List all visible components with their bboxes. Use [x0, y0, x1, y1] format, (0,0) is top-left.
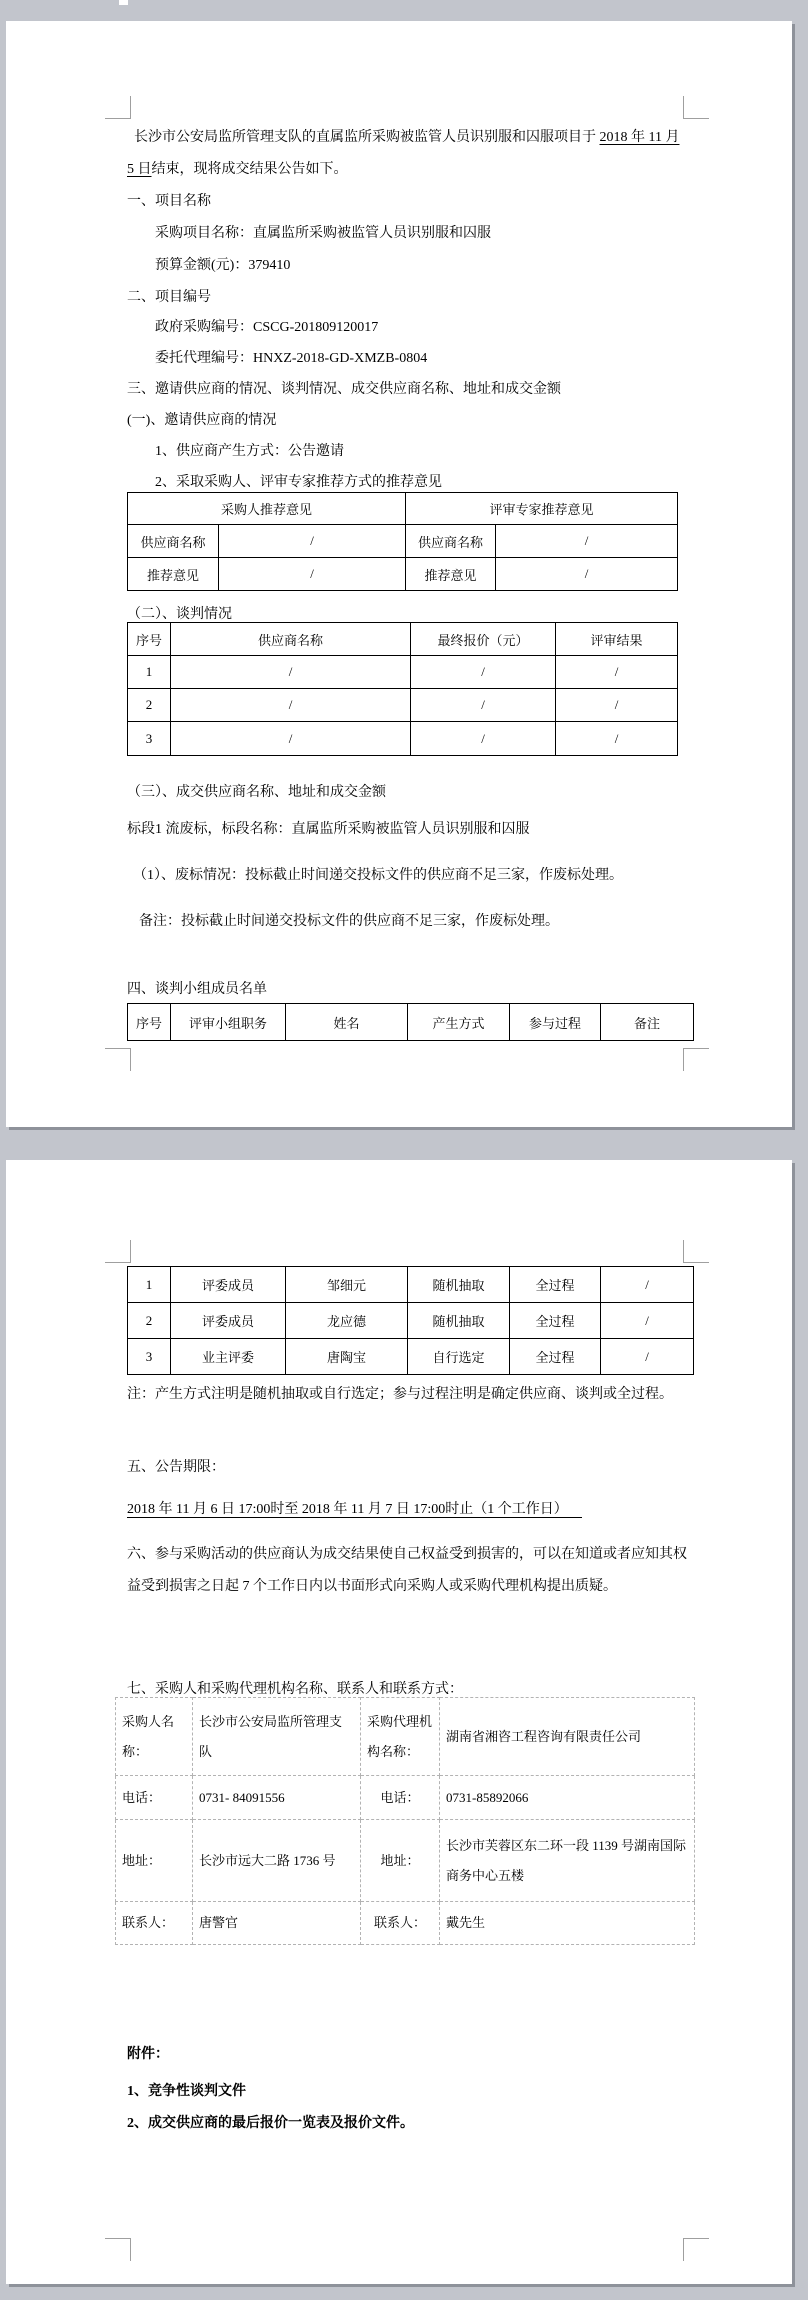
table-row — [128, 722, 678, 756]
contact-value-cell: 长沙市远大二路 1736 号 — [193, 1820, 361, 1902]
margin-mark-top-right — [683, 1240, 709, 1263]
supplier-source-line: 1、供应商产生方式：公告邀请 — [155, 444, 344, 459]
table-cell: / — [496, 525, 678, 558]
table-cell: 1 — [128, 1267, 171, 1303]
table-cell: 自行选定 — [408, 1339, 510, 1375]
table-cell: / — [496, 558, 678, 591]
table-row — [128, 689, 678, 722]
table-cell: 2 — [128, 689, 171, 722]
section-6-line-1: 六、参与采购活动的供应商认为成交结果使自己权益受到损害的，可以在知道或者应知其权 — [127, 1547, 687, 1562]
ruler-marker — [119, 0, 128, 5]
section-4-heading: 四、谈判小组成员名单 — [127, 982, 267, 997]
contact-label-cell: 电话： — [361, 1776, 440, 1820]
recommend-mode-line: 2、采取采购人、评审专家推荐方式的推荐意见 — [155, 475, 442, 490]
table-cell: 推荐意见 — [406, 558, 496, 591]
table-row — [128, 623, 678, 656]
section-3-heading: 三、邀请供应商的情况、谈判情况、成交供应商名称、地址和成交金额 — [127, 382, 561, 397]
table-header-cell: 最终报价（元） — [411, 623, 556, 656]
table-cell: / — [601, 1303, 694, 1339]
contact-value-cell: 长沙市芙蓉区东二环一段 1139 号湖南国际商务中心五楼 — [440, 1820, 695, 1902]
table-row — [128, 1004, 694, 1041]
table-header-cell: 评审专家推荐意见 — [406, 493, 678, 525]
table-header-cell: 序号 — [128, 1004, 171, 1041]
margin-mark-top-left — [105, 1240, 131, 1263]
table-cell: 随机抽取 — [408, 1303, 510, 1339]
contact-label-cell: 联系人： — [361, 1902, 440, 1945]
margin-mark-top-left — [105, 96, 131, 119]
contact-label-cell: 地址： — [361, 1820, 440, 1902]
table-cell: / — [556, 656, 678, 689]
table-row — [116, 1902, 695, 1945]
table-cell: / — [171, 656, 411, 689]
table-cell: 1 — [128, 656, 171, 689]
contact-label-cell: 地址： — [116, 1820, 193, 1902]
table-row — [128, 1339, 694, 1375]
panel-table-note: 注：产生方式注明是随机抽取或自行选定；参与过程注明是确定供应商、谈判或全过程。 — [127, 1387, 673, 1402]
intro-line-1 — [134, 128, 679, 148]
table-row — [128, 558, 678, 591]
table-cell: / — [171, 722, 411, 756]
table-row — [116, 1776, 695, 1820]
announcement-period-line — [127, 1500, 582, 1520]
intro-line-2-underline: 5 日 — [127, 162, 152, 177]
contact-label-cell: 采购人名称： — [116, 1698, 193, 1776]
table-cell: 随机抽取 — [408, 1267, 510, 1303]
table-row — [128, 493, 678, 525]
section-1-heading: 一、项目名称 — [127, 194, 211, 209]
section-5-heading: 五、公告期限： — [127, 1460, 225, 1475]
intro-line-2 — [127, 160, 348, 180]
lot-result-line: 标段1 流废标，标段名称：直属监所采购被监管人员识别服和囚服 — [127, 822, 530, 837]
panel-table-rows — [127, 1266, 694, 1375]
table-header-cell: 姓名 — [286, 1004, 408, 1041]
table-header-cell: 评审小组职务 — [171, 1004, 286, 1041]
project-name-line: 采购项目名称：直属监所采购被监管人员识别服和囚服 — [155, 226, 491, 241]
margin-mark-bottom-left — [105, 2238, 131, 2261]
table-header-cell: 序号 — [128, 623, 171, 656]
table-row — [128, 525, 678, 558]
table-row — [128, 1267, 694, 1303]
table-cell: 邹细元 — [286, 1267, 408, 1303]
remark-line: 备注：投标截止时间递交投标文件的供应商不足三家，作废标处理。 — [139, 914, 559, 929]
contact-value-cell: 0731- 84091556 — [193, 1776, 361, 1820]
margin-mark-bottom-right — [683, 2238, 709, 2261]
table-header-cell: 参与过程 — [510, 1004, 601, 1041]
contact-value-cell: 0731-85892066 — [440, 1776, 695, 1820]
section-3-sub-2: （二）、谈判情况 — [127, 607, 232, 622]
table-cell: 3 — [128, 722, 171, 756]
attachment-item-1: 1、竞争性谈判文件 — [127, 2084, 246, 2099]
budget-line: 预算金额(元)：379410 — [155, 258, 291, 273]
contact-label-cell: 采购代理机构名称： — [361, 1698, 440, 1776]
table-cell: 龙应德 — [286, 1303, 408, 1339]
table-cell: / — [171, 689, 411, 722]
margin-mark-bottom-right — [683, 1048, 709, 1071]
table-cell: / — [411, 656, 556, 689]
table-cell: 评委成员 — [171, 1303, 286, 1339]
table-cell: 唐陶宝 — [286, 1339, 408, 1375]
table-cell: / — [219, 558, 406, 591]
section-3-sub-3: （三）、成交供应商名称、地址和成交金额 — [127, 785, 386, 800]
table-cell: 全过程 — [510, 1339, 601, 1375]
table-header-cell: 采购人推荐意见 — [128, 493, 406, 525]
table-cell: / — [556, 689, 678, 722]
table-cell: / — [556, 722, 678, 756]
table-cell: / — [219, 525, 406, 558]
contact-label-cell: 电话： — [116, 1776, 193, 1820]
margin-mark-bottom-left — [105, 1048, 131, 1071]
table-row — [116, 1820, 695, 1902]
page-2[interactable] — [6, 1160, 792, 2284]
gov-procurement-no-line: 政府采购编号：CSCG-201809120017 — [155, 320, 379, 335]
table-cell: 评委成员 — [171, 1267, 286, 1303]
table-cell: 3 — [128, 1339, 171, 1375]
negotiation-table — [127, 622, 678, 756]
margin-mark-top-right — [683, 96, 709, 119]
table-cell: 2 — [128, 1303, 171, 1339]
agency-no-line: 委托代理编号：HNXZ-2018-GD-XMZB-0804 — [155, 351, 428, 366]
table-cell: 推荐意见 — [128, 558, 219, 591]
table-header-cell: 产生方式 — [408, 1004, 510, 1041]
table-cell: 全过程 — [510, 1267, 601, 1303]
contact-value-cell: 唐警官 — [193, 1902, 361, 1945]
contact-value-cell: 湖南省湘咨工程咨询有限责任公司 — [440, 1698, 695, 1776]
recommendation-table — [127, 492, 678, 591]
table-cell: 供应商名称 — [406, 525, 496, 558]
table-cell: / — [601, 1267, 694, 1303]
table-cell: / — [411, 689, 556, 722]
table-header-cell: 供应商名称 — [171, 623, 411, 656]
table-header-cell: 评审结果 — [556, 623, 678, 656]
contact-value-cell: 长沙市公安局监所管理支队 — [193, 1698, 361, 1776]
announcement-period-text: 2018 年 11 月 6 日 17:00时至 2018 年 11 月 7 日 17:00时止（1 个工作日） — [127, 1502, 582, 1518]
page-1[interactable] — [6, 21, 792, 1127]
section-3-sub-1: (一)、邀请供应商的情况 — [127, 413, 277, 428]
table-cell: 供应商名称 — [128, 525, 219, 558]
intro-line-2-text: 结束，现将成交结果公告如下。 — [151, 162, 348, 177]
contact-table — [115, 1697, 695, 1945]
table-row — [116, 1698, 695, 1776]
panel-table-header — [127, 1003, 694, 1041]
table-header-cell: 备注 — [601, 1004, 694, 1041]
contact-label-cell: 联系人： — [116, 1902, 193, 1945]
failed-bid-line: （1）、废标情况：投标截止时间递交投标文件的供应商不足三家，作废标处理。 — [133, 868, 623, 883]
table-cell: / — [601, 1339, 694, 1375]
table-row — [128, 1303, 694, 1339]
table-cell: 全过程 — [510, 1303, 601, 1339]
table-row — [128, 656, 678, 689]
section-7-heading: 七、采购人和采购代理机构名称、联系人和联系方式： — [127, 1682, 463, 1697]
contact-value-cell: 戴先生 — [440, 1902, 695, 1945]
attachment-item-2: 2、成交供应商的最后报价一览表及报价文件。 — [127, 2116, 414, 2131]
attachments-heading: 附件： — [127, 2047, 169, 2062]
intro-line-1-underline: 2018 年 11 月 — [599, 130, 680, 145]
section-2-heading: 二、项目编号 — [127, 290, 211, 305]
intro-line-1-text: 长沙市公安局监所管理支队的直属监所采购被监管人员识别服和囚服项目于 — [134, 130, 600, 145]
table-cell: / — [411, 722, 556, 756]
table-cell: 业主评委 — [171, 1339, 286, 1375]
section-6-line-2: 益受到损害之日起 7 个工作日内以书面形式向采购人或采购代理机构提出质疑。 — [127, 1579, 617, 1594]
